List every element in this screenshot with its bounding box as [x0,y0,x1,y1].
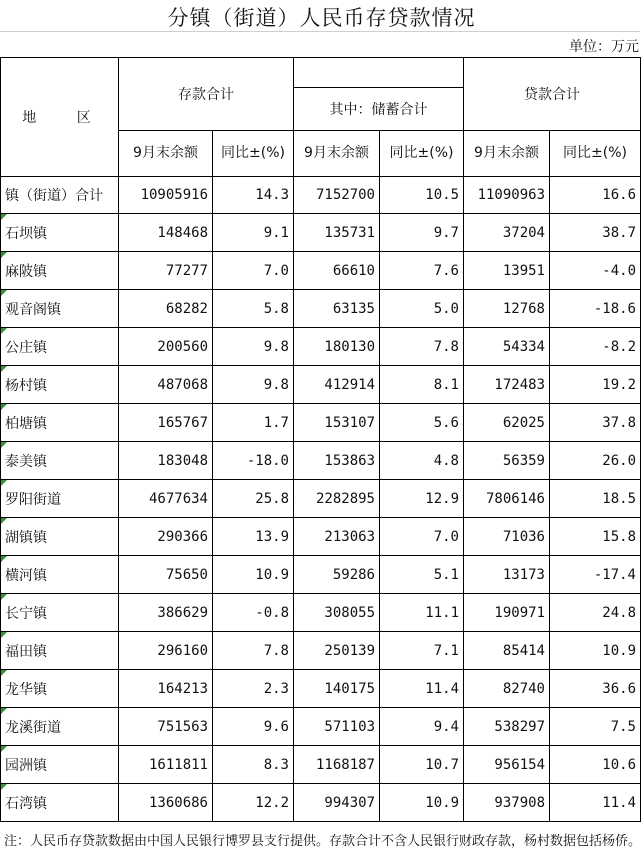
header-yoy: 同比±(%) [213,131,294,177]
header-deposit-total: 存款合计 [119,58,294,131]
loan-yoy: -17.4 [550,556,641,594]
deposit-yoy: 5.8 [213,290,294,328]
region-name [1,404,119,442]
savings-yoy: 8.1 [380,366,464,404]
region-name-text: 湖镇镇 [5,529,47,546]
table-row [1,252,641,290]
region-name-text: 龙溪街道 [5,719,61,736]
deposit-yoy: 13.9 [213,518,294,556]
savings-yoy: 7.8 [380,328,464,366]
deposit-yoy: 25.8 [213,480,294,518]
cell-comment-marker-icon [1,252,7,258]
table-row [1,632,641,670]
savings-yoy: 7.6 [380,252,464,290]
deposit-balance: 1360686 [119,784,213,822]
deposit-balance: 10905916 [119,177,213,214]
savings-yoy: 5.0 [380,290,464,328]
savings-yoy: 11.1 [380,594,464,632]
cell-comment-marker-icon [1,632,7,638]
loan-yoy: -18.6 [550,290,641,328]
cell-comment-marker-icon [1,290,7,296]
header-loan-total: 贷款合计 [464,58,641,131]
savings-balance: 135731 [294,214,380,252]
deposit-balance: 165767 [119,404,213,442]
savings-balance: 153863 [294,442,380,480]
deposit-yoy: 9.8 [213,366,294,404]
header-balance: 9月末余额 [294,131,380,177]
table-row [1,784,641,822]
loan-balance: 538297 [464,708,550,746]
deposit-yoy: 12.2 [213,784,294,822]
savings-balance: 180130 [294,328,380,366]
loan-yoy: 38.7 [550,214,641,252]
region-name-text: 公庄镇 [5,339,47,356]
loan-balance: 937908 [464,784,550,822]
region-name [1,708,119,746]
region-name-text: 麻陂镇 [5,263,47,280]
region-name-text: 龙华镇 [5,681,47,698]
savings-balance: 140175 [294,670,380,708]
region-name-text: 石坝镇 [5,225,47,242]
region-name [1,214,119,252]
header-savings: 其中：储蓄合计 [294,88,464,131]
region-name [1,632,119,670]
cell-comment-marker-icon [1,328,7,334]
savings-yoy: 5.1 [380,556,464,594]
table-row [1,366,641,404]
region-name-text: 泰美镇 [5,453,47,470]
cell-comment-marker-icon [1,708,7,714]
loan-yoy: 10.6 [550,746,641,784]
loan-balance: 54334 [464,328,550,366]
savings-balance: 153107 [294,404,380,442]
savings-balance: 213063 [294,518,380,556]
loan-balance: 82740 [464,670,550,708]
deposit-balance: 487068 [119,366,213,404]
savings-balance: 63135 [294,290,380,328]
region-name [1,480,119,518]
cell-comment-marker-icon [1,746,7,752]
region-name-text: 石湾镇 [5,795,47,812]
deposit-yoy: 14.3 [213,177,294,214]
table-row [1,594,641,632]
deposit-balance: 200560 [119,328,213,366]
header-yoy: 同比±(%) [380,131,464,177]
loan-balance: 62025 [464,404,550,442]
loan-balance: 85414 [464,632,550,670]
savings-balance: 994307 [294,784,380,822]
table-row [1,746,641,784]
table-row [1,708,641,746]
region-name [1,290,119,328]
deposit-yoy: 7.0 [213,252,294,290]
loan-yoy: 37.8 [550,404,641,442]
loan-yoy: 26.0 [550,442,641,480]
savings-yoy: 7.0 [380,518,464,556]
region-name [1,328,119,366]
loan-yoy: 11.4 [550,784,641,822]
header-blank [294,58,464,88]
savings-balance: 1168187 [294,746,380,784]
region-name [1,594,119,632]
page-title: 分镇（街道）人民币存贷款情况 [167,6,476,30]
region-name-text: 杨村镇 [5,377,47,394]
region-name [1,366,119,404]
deposit-yoy: 9.1 [213,214,294,252]
region-name [1,746,119,784]
savings-balance: 66610 [294,252,380,290]
savings-yoy: 4.8 [380,442,464,480]
deposit-yoy: 1.7 [213,404,294,442]
deposit-yoy: 9.8 [213,328,294,366]
deposit-balance: 75650 [119,556,213,594]
savings-balance: 2282895 [294,480,380,518]
cell-comment-marker-icon [1,214,7,220]
deposit-yoy: 8.3 [213,746,294,784]
region-name-text: 园洲镇 [5,757,47,774]
loan-balance: 12768 [464,290,550,328]
loan-balance: 13951 [464,252,550,290]
loan-balance: 37204 [464,214,550,252]
cell-comment-marker-icon [1,404,7,410]
region-name-text: 柏塘镇 [5,415,47,432]
table-row [1,670,641,708]
cell-comment-marker-icon [1,442,7,448]
region-name [1,670,119,708]
region-name [1,556,119,594]
savings-yoy: 10.7 [380,746,464,784]
region-name [1,442,119,480]
region-name-text: 福田镇 [5,643,47,660]
table-row [1,442,641,480]
savings-balance: 571103 [294,708,380,746]
deposit-yoy: -0.8 [213,594,294,632]
table-row [1,404,641,442]
deposit-balance: 183048 [119,442,213,480]
loan-balance: 190971 [464,594,550,632]
loan-yoy: 36.6 [550,670,641,708]
loan-yoy: -8.2 [550,328,641,366]
total-row [1,177,641,214]
table-row [1,214,641,252]
deposit-balance: 164213 [119,670,213,708]
table-row [1,480,641,518]
region-name: 镇（街道）合计 [1,177,119,214]
savings-yoy: 7.1 [380,632,464,670]
deposit-balance: 290366 [119,518,213,556]
loan-balance: 56359 [464,442,550,480]
region-name-text: 横河镇 [5,567,47,584]
loan-yoy: 16.6 [550,177,641,214]
unit-label: 单位：万元 [569,39,639,55]
table-row [1,556,641,594]
savings-yoy: 10.5 [380,177,464,214]
loan-yoy: 10.9 [550,632,641,670]
region-name [1,518,119,556]
region-name-text: 观音阁镇 [5,301,61,318]
deposit-balance: 148468 [119,214,213,252]
deposit-balance: 386629 [119,594,213,632]
deposit-balance: 1611811 [119,746,213,784]
savings-balance: 250139 [294,632,380,670]
loan-balance: 13173 [464,556,550,594]
cell-comment-marker-icon [1,480,7,486]
cell-comment-marker-icon [1,366,7,372]
deposit-loan-table [0,57,641,822]
savings-yoy: 9.7 [380,214,464,252]
deposit-yoy: 10.9 [213,556,294,594]
table-row [1,518,641,556]
savings-yoy: 10.9 [380,784,464,822]
loan-yoy: 15.8 [550,518,641,556]
savings-yoy: 5.6 [380,404,464,442]
savings-balance: 7152700 [294,177,380,214]
header-region: 地 区 [1,58,119,177]
region-name-text: 长宁镇 [5,605,47,622]
loan-yoy: 7.5 [550,708,641,746]
deposit-yoy: 7.8 [213,632,294,670]
cell-comment-marker-icon [1,518,7,524]
deposit-balance: 77277 [119,252,213,290]
savings-balance: 412914 [294,366,380,404]
savings-balance: 308055 [294,594,380,632]
loan-yoy: 19.2 [550,366,641,404]
cell-comment-marker-icon [1,556,7,562]
loan-yoy: 18.5 [550,480,641,518]
table-row [1,328,641,366]
region-name [1,252,119,290]
loan-balance: 71036 [464,518,550,556]
deposit-yoy: 2.3 [213,670,294,708]
cell-comment-marker-icon [1,594,7,600]
loan-yoy: -4.0 [550,252,641,290]
savings-yoy: 11.4 [380,670,464,708]
header-balance: 9月末余额 [119,131,213,177]
cell-comment-marker-icon [1,784,7,790]
savings-yoy: 12.9 [380,480,464,518]
region-name [1,784,119,822]
loan-balance: 11090963 [464,177,550,214]
loan-balance: 956154 [464,746,550,784]
footnote: 注：人民币存贷款数据由中国人民银行博罗县支行提供。存款合计不含人民银行财政存款，杨村数据包括杨侨。 [4,834,642,849]
savings-balance: 59286 [294,556,380,594]
deposit-balance: 4677634 [119,480,213,518]
header-balance: 9月末余额 [464,131,550,177]
loan-balance: 172483 [464,366,550,404]
divider [0,31,640,32]
deposit-balance: 751563 [119,708,213,746]
deposit-balance: 296160 [119,632,213,670]
deposit-balance: 68282 [119,290,213,328]
deposit-yoy: 9.6 [213,708,294,746]
deposit-yoy: -18.0 [213,442,294,480]
header-yoy: 同比±(%) [550,131,641,177]
loan-yoy: 24.8 [550,594,641,632]
table-row [1,290,641,328]
cell-comment-marker-icon [1,670,7,676]
loan-balance: 7806146 [464,480,550,518]
region-name-text: 罗阳街道 [5,491,61,508]
savings-yoy: 9.4 [380,708,464,746]
